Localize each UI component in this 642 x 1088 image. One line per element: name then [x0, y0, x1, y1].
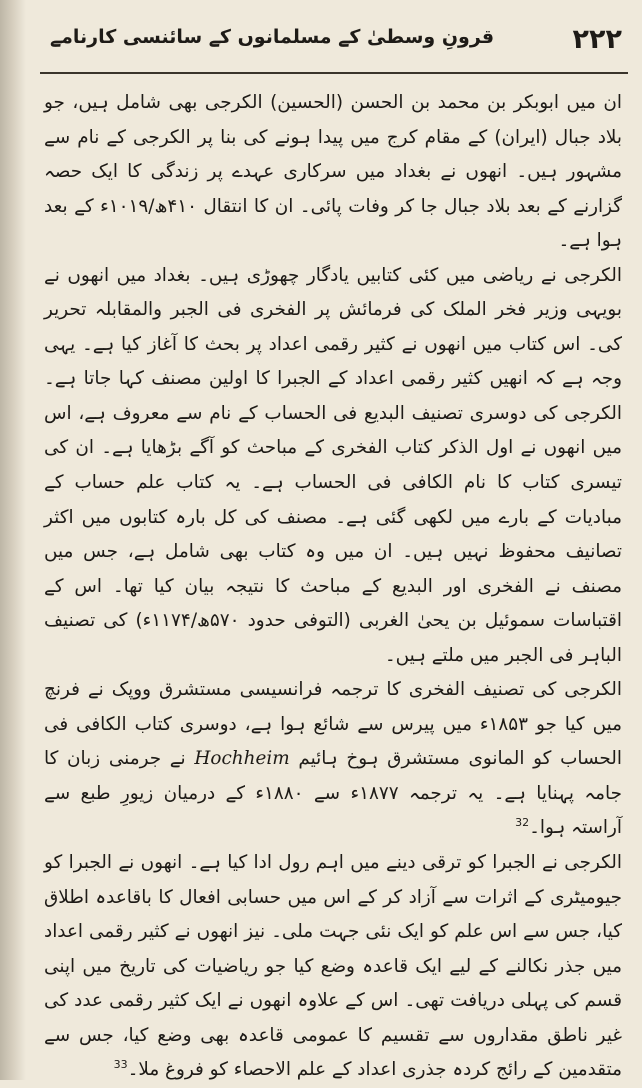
paragraph-4 — [44, 846, 622, 1088]
paragraph-text: الکرجی نے ریاضی میں کئی کتابیں یادگار چھوڑی ہیں۔ بغداد میں انھوں نے بویہی وزیر فخر الملک کی فرمائش پر الفخری فی الجبر والمقابلہ تحریر کی۔ اس کتاب میں انھوں نے کثیر رقمی اعداد پر بحث کا آغاز کیا ہے۔ یہی وجہ ہے کہ انھیں کثیر رقمی اعداد کے الجبرا کا اولین مصنف کہا جاتا ہے۔ الکرجی کی دوسری تصنیف البدیع فی الحساب کے نام سے معروف ہے، اس میں انھوں نے اول الذکر کتاب الفخری کے مباحث کو آگے بڑھایا ہے۔ ان کی تیسری کتاب کا نام الکافی فی الحساب ہے۔ یہ کتاب علم حساب کے مبادیات کے بارے میں لکھی گئی ہے۔ مصنف کی کل بارہ کتابوں میں اکثر تصانیف محفوظ نہیں ہیں۔ ان میں وہ کتاب بھی شامل ہے، جس میں مصنف نے الفخری اور البدیع کے مباحث کا نتیجہ بیان کیا تھا۔ اس کے اقتباسات سموئیل بن یحیٰ الغربی (التوفی حدود ۵۷۰ھ/۱۱۷۴ء) کی تصنیف الباہر فی الجبر میں ملتے ہیں۔ — [44, 264, 622, 666]
page-header — [26, 14, 642, 64]
header-rule — [40, 72, 628, 74]
paragraph-3 — [44, 673, 622, 846]
page-number: ۲۲۲ — [572, 24, 622, 55]
paragraph-1 — [44, 86, 622, 259]
paragraph-text: نے جرمنی زبان کا جامہ پہنایا ہے۔ یہ ترجمہ ۱۸۷۷ء سے ۱۸۸۰ء کے درمیان زیورِ طبع سے آراستہ ہوا۔ — [44, 748, 622, 839]
latin-term: Hochheim — [194, 748, 290, 770]
paragraph-2 — [44, 259, 622, 674]
book-spine-shadow — [0, 0, 26, 1080]
paragraph-text: ان میں ابوبکر بن محمد بن الحسن (الحسین) الکرجی بھی شامل ہیں، جو بلاد جبال (ایران) کے مقام کرج میں پیدا ہونے کی بنا پر الکرجی کے نام سے مشہور ہیں۔ انھوں نے بغداد میں سرکاری عہدے پر زندگی کا ایک حصہ گزارنے کے بعد بلاد جبال جا کر وفات پائی۔ ان کا انتقال ۴۱۰ھ/۱۰۱۹ء کے بعد ہوا ہے۔ — [44, 92, 622, 252]
paragraph-text: الکرجی نے الجبرا کو ترقی دینے میں اہم رول ادا کیا ہے۔ انھوں نے الجبرا کو جیومیٹری کے اثرات سے آزاد کر کے اس میں حسابی افعال کا باقاعدہ اطلاق کیا، جس سے اس علم کو ایک نئی جہت ملی۔ نیز انھوں نے کثیر رقمی اعداد میں جذر نکالنے کے لیے ایک قاعدہ وضع کیا جو ریاضیات کی تاریخ میں اپنی قسم کی پہلی دریافت تھی۔ اس کے علاوہ انھوں نے ایک کثیر رقمی عدد کی غیر ناطق مقداروں سے تقسیم کا عمومی قاعدہ بھی وضع کیا، جس سے متقدمین کے رائج کردہ جذری اعداد کے علم الاحصاء کو فروغ ملا۔ — [44, 852, 622, 1081]
body-text — [44, 86, 623, 1081]
footnote-ref: 32 — [515, 816, 530, 830]
paragraph-text: الکرجی کی تصنیف الفخری کا ترجمہ فرانسیسی مستشرق ووپک نے فرنچ میں کیا جو ۱۸۵۳ء میں پیرس سے شائع ہوا ہے، دوسری کتاب الکافی فی الحساب کو المانوی مستشرق ہوخ ہائیم — [44, 679, 623, 770]
running-title: قرونِ وسطیٰ کے مسلمانوں کے سائنسی کارنامے — [50, 26, 495, 48]
book-page — [26, 0, 642, 1080]
footnote-ref: 33 — [113, 1058, 128, 1072]
